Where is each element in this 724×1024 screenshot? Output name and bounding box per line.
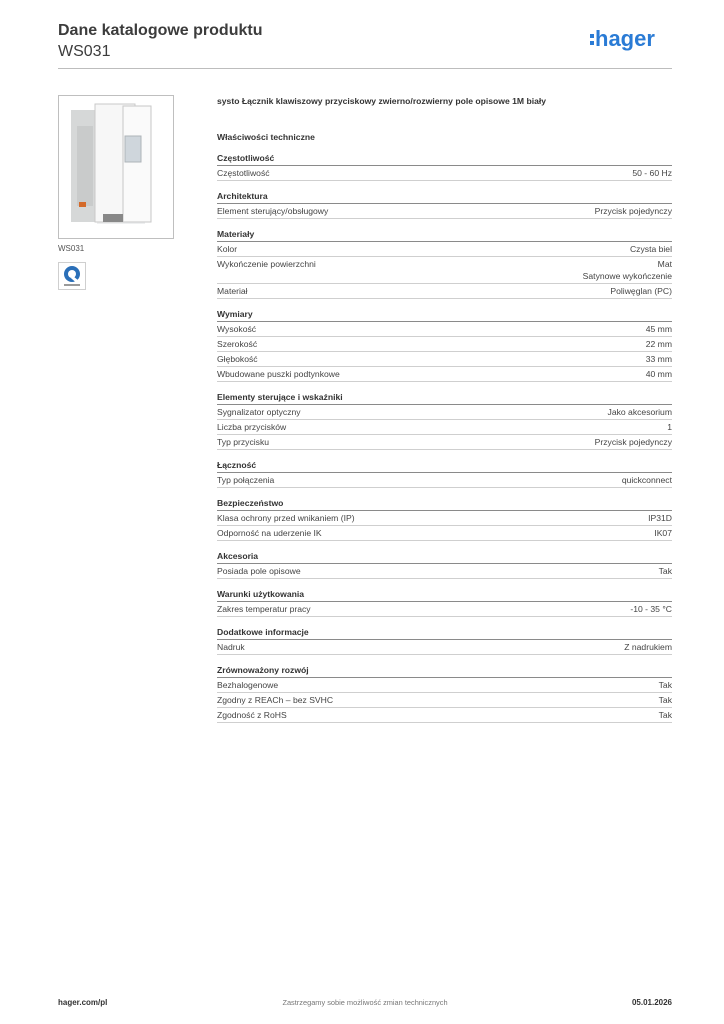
- spec-value-line: Przycisk pojedynczy: [594, 437, 672, 447]
- spec-label: Głębokość: [217, 354, 258, 364]
- spec-row: [217, 337, 672, 352]
- spec-value-line: quickconnect: [621, 475, 672, 485]
- spec-value: [659, 693, 672, 707]
- spec-label: Bezhalogenowe: [217, 680, 279, 690]
- spec-label: Element sterujący/obsługowy: [217, 206, 329, 216]
- section-title: Dodatkowe informacje: [217, 625, 672, 640]
- spec-value: [632, 166, 672, 180]
- spec-section: [217, 663, 672, 723]
- spec-row: [217, 640, 672, 655]
- section-title: Częstotliwość: [217, 151, 672, 166]
- spec-value: [654, 526, 672, 540]
- spec-row: [217, 405, 672, 420]
- spec-label: Materiał: [217, 286, 248, 296]
- section-title: Architektura: [217, 189, 672, 204]
- page-footer: [58, 998, 672, 1012]
- spec-label: Liczba przycisków: [217, 422, 287, 432]
- spec-label: Typ połączenia: [217, 475, 275, 485]
- section-title: Materiały: [217, 227, 672, 242]
- spec-value: [659, 708, 672, 722]
- spec-label: Klasa ochrony przed wnikaniem (IP): [217, 513, 355, 523]
- spec-value: [646, 367, 672, 381]
- product-code: WS031: [58, 43, 111, 60]
- spec-label: Wykończenie powierzchni: [217, 259, 316, 269]
- specification-content: [217, 94, 672, 731]
- spec-value-line: -10 - 35 °C: [630, 604, 672, 614]
- hager-logo: [590, 26, 672, 54]
- spec-label: Odporność na uderzenie IK: [217, 528, 322, 538]
- spec-section: [217, 625, 672, 655]
- spec-value-line: Z nadrukiem: [624, 642, 672, 652]
- spec-value-line: 50 - 60 Hz: [632, 168, 672, 178]
- spec-value-line: 1: [667, 422, 672, 432]
- spec-row: [217, 284, 672, 299]
- spec-label: Nadruk: [217, 642, 245, 652]
- spec-label: Wysokość: [217, 324, 257, 334]
- spec-value-line: 22 mm: [645, 339, 672, 349]
- spec-section: [217, 307, 672, 382]
- spec-row: [217, 242, 672, 257]
- spec-label: Zgodność z RoHS: [217, 710, 287, 720]
- spec-value: [659, 564, 672, 578]
- spec-section: [217, 496, 672, 541]
- footer-notice: Zastrzegamy sobie możliwość zmian technicznych: [282, 998, 448, 1007]
- spec-row: [217, 602, 672, 617]
- spec-label: Wbudowane puszki podtynkowe: [217, 369, 340, 379]
- spec-label: Posiada pole opisowe: [217, 566, 301, 576]
- spec-section: [217, 227, 672, 299]
- section-title: Wymiary: [217, 307, 672, 322]
- spec-label: Sygnalizator optyczny: [217, 407, 301, 417]
- footer-website[interactable]: hager.com/pl: [58, 998, 108, 1007]
- spec-value-line: Tak: [658, 566, 672, 576]
- footer-date: 05.01.2026: [631, 998, 672, 1007]
- spec-row: [217, 511, 672, 526]
- section-title: Elementy sterujące i wskaźniki: [217, 390, 672, 405]
- spec-value: [583, 257, 672, 283]
- spec-row: [217, 367, 672, 382]
- spec-value: [667, 420, 672, 434]
- spec-value-line: Czysta biel: [629, 244, 672, 254]
- quality-seal-icon: [58, 262, 86, 290]
- spec-value-line: Mat: [657, 259, 672, 269]
- spec-row: [217, 204, 672, 219]
- spec-row: [217, 678, 672, 693]
- specification-sections: [217, 151, 672, 723]
- spec-value-line: 45 mm: [645, 324, 672, 334]
- product-image-caption: WS031: [58, 244, 85, 253]
- spec-row: [217, 708, 672, 723]
- product-description: systo Łącznik klawiszowy przyciskowy zwierno/rozwierny pole opisowe 1M biały: [217, 96, 547, 106]
- spec-row: [217, 322, 672, 337]
- spec-value-line: Tak: [658, 680, 672, 690]
- spec-row: [217, 526, 672, 541]
- spec-value-line: IK07: [654, 528, 672, 538]
- spec-value: [646, 337, 672, 351]
- spec-row: [217, 564, 672, 579]
- spec-row: [217, 166, 672, 181]
- document-header: [58, 20, 672, 68]
- spec-row: [217, 257, 672, 284]
- spec-section: [217, 587, 672, 617]
- spec-value: [646, 352, 672, 366]
- spec-value: [646, 322, 672, 336]
- section-title: Akcesoria: [217, 549, 672, 564]
- spec-value-line: Tak: [658, 710, 672, 720]
- spec-value: [630, 602, 672, 616]
- spec-value-line: Przycisk pojedynczy: [594, 206, 672, 216]
- document-title: Dane katalogowe produktu: [58, 22, 263, 39]
- spec-value: [595, 204, 672, 218]
- spec-row: [217, 352, 672, 367]
- spec-value: [648, 511, 672, 525]
- section-title: Bezpieczeństwo: [217, 496, 672, 511]
- header-divider: [58, 68, 672, 69]
- spec-label: Kolor: [217, 244, 238, 254]
- spec-value: [622, 473, 672, 487]
- spec-value-line: Tak: [658, 695, 672, 705]
- properties-heading: Właściwości techniczne: [217, 132, 315, 142]
- section-title: Zrównoważony rozwój: [217, 663, 672, 678]
- spec-section: [217, 189, 672, 219]
- spec-section: [217, 390, 672, 450]
- spec-value-line: 33 mm: [645, 354, 672, 364]
- spec-section: [217, 458, 672, 488]
- spec-row: [217, 420, 672, 435]
- spec-section: [217, 151, 672, 181]
- spec-label: Typ przycisku: [217, 437, 270, 447]
- spec-value: [595, 435, 672, 449]
- spec-value: [624, 640, 672, 654]
- spec-row: [217, 693, 672, 708]
- spec-value-line: Jako akcesorium: [607, 407, 672, 417]
- spec-value: [630, 242, 672, 256]
- spec-value: [659, 678, 672, 692]
- spec-value-line: Satynowe wykończenie: [582, 271, 672, 281]
- section-title: Warunki użytkowania: [217, 587, 672, 602]
- spec-value: [608, 405, 672, 419]
- spec-label: Częstotliwość: [217, 168, 270, 178]
- spec-value-line: 40 mm: [645, 369, 672, 379]
- spec-row: [217, 473, 672, 488]
- spec-value-line: Poliwęglan (PC): [610, 286, 672, 296]
- spec-row: [217, 435, 672, 450]
- product-image: [58, 95, 174, 239]
- section-title: Łączność: [217, 458, 672, 473]
- spec-label: Zgodny z REACh – bez SVHC: [217, 695, 334, 705]
- spec-section: [217, 549, 672, 579]
- logo-text: hager: [595, 26, 655, 51]
- spec-value: [610, 284, 672, 298]
- spec-label: Szerokość: [217, 339, 258, 349]
- spec-label: Zakres temperatur pracy: [217, 604, 311, 614]
- spec-value-line: IP31D: [648, 513, 672, 523]
